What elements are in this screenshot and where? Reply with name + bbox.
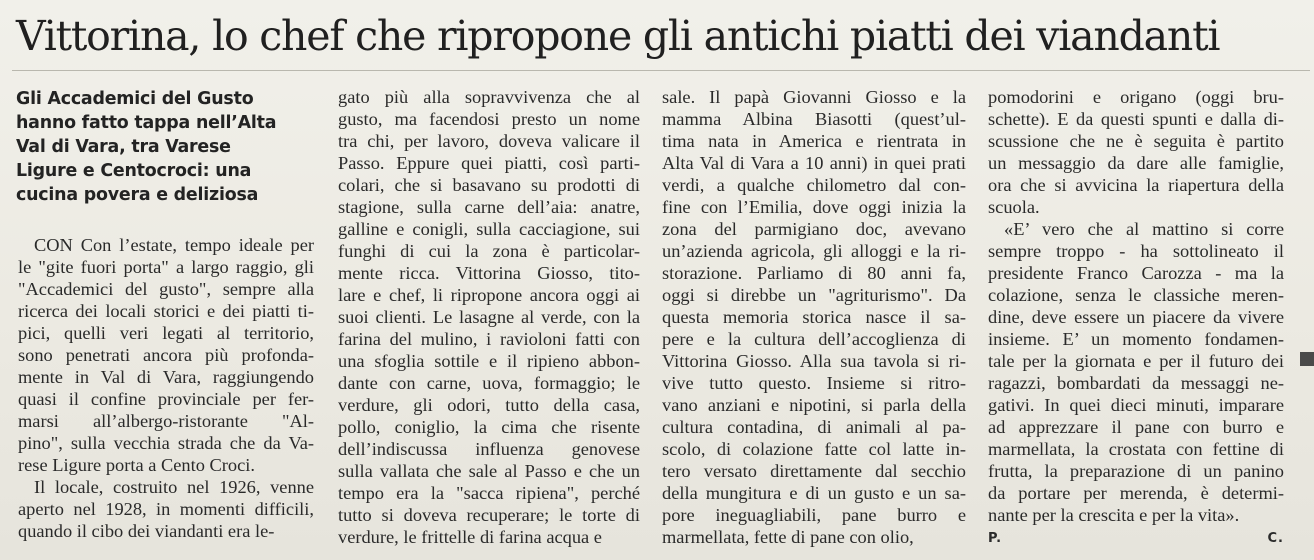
text-line: verdure, gli odori, tutto della casa, bbox=[338, 395, 640, 415]
text-line: storazione. Parliamo di 80 anni fa, bbox=[662, 263, 966, 283]
subheadline-line: Ligure e Centocroci: una bbox=[16, 161, 252, 181]
text-line: rese Ligure porta a Cento Croci. bbox=[18, 455, 255, 475]
text-line: ricerca dei locali storici e dei piatti ti- bbox=[18, 301, 314, 321]
text-line: gusto, ma facendosi presto un nome bbox=[338, 109, 640, 129]
text-line: farina del mulino, i raviolonі fatti con bbox=[338, 329, 640, 349]
article-column-2 bbox=[338, 86, 640, 548]
text-line: pici, quelli veri legati al territorio, bbox=[18, 323, 314, 343]
article-headline: Vittorina, lo chef che ripropone gli antichi piatti dei viandanti bbox=[16, 12, 1220, 60]
text-line: mente in Val di Vara, raggiungendo bbox=[18, 367, 314, 387]
text-line: le "gite fuori porta" a largo raggio, gli bbox=[18, 257, 314, 277]
text-line: aperto nel 1928, in momenti difficili, bbox=[18, 499, 314, 519]
text-line: CON Con l’estate, tempo ideale per bbox=[34, 235, 314, 255]
text-line: dell’indiscussa influenza genovese bbox=[338, 439, 640, 459]
page-edge-marker bbox=[1300, 352, 1314, 366]
text-line: dine, deve essere un piacere da vivere bbox=[988, 307, 1284, 327]
text-line: tima nata in America e rientrata in bbox=[662, 131, 966, 151]
text-line: suoi clienti. Le lasagne al verde, con la bbox=[338, 307, 640, 327]
text-line: gato più alla sopravvivenza che al bbox=[338, 87, 640, 107]
text-line: ad apprezzare il pane con burro e bbox=[988, 417, 1284, 437]
text-line: sulla vallata che sale al Passo e che un bbox=[338, 461, 640, 481]
text-line: questa memoria storica nasce il sa- bbox=[662, 307, 966, 327]
text-line: verdi, a qualche chilometro dal con- bbox=[662, 175, 966, 195]
text-line: pino", sulla vecchia strada che da Va- bbox=[18, 433, 314, 453]
subheadline-line: Gli Accademici del Gusto bbox=[16, 89, 254, 109]
text-line: da portare per merenda, è determi- bbox=[988, 483, 1284, 503]
text-line: stagione, sulla carne dell’aia: anatre, bbox=[338, 197, 640, 217]
text-line: «E’ vero che al mattino si corre bbox=[1004, 219, 1284, 239]
text-line: insieme. E’ un momento fondamen- bbox=[988, 329, 1284, 349]
text-line: dante con carne, uova, formaggio; le bbox=[338, 373, 640, 393]
text-line: funghi di cui la zona è particolar- bbox=[338, 241, 640, 261]
text-line: scolo, di colazione fatte col latte in- bbox=[662, 439, 966, 459]
article-column-1 bbox=[18, 234, 314, 542]
text-line: nante per la crescita e per la vita». bbox=[988, 505, 1240, 525]
text-line: una sfoglia sottile e il ripieno abbon- bbox=[338, 351, 640, 371]
text-line: tra chi, per lavoro, doveva valicare il bbox=[338, 131, 640, 151]
text-line: mente ricca. Vittorina Giosso, tito- bbox=[338, 263, 640, 283]
subheadline-line: hanno fatto tappa nell’Alta bbox=[16, 113, 277, 133]
text-line: un messaggio da dare alle famiglie, bbox=[988, 153, 1284, 173]
text-line: frutta, la preparazione di un panino bbox=[988, 461, 1284, 481]
text-line: ora che si avvicina la riapertura della bbox=[988, 175, 1284, 195]
text-line: marmellata, fette di pane con olio, bbox=[662, 527, 914, 547]
text-line: presidente Franco Carozza - ma la bbox=[988, 263, 1284, 283]
text-line: pore ineguagliabili, pane burro e bbox=[662, 505, 966, 525]
text-line: ragazzi, bombardati da messaggi ne- bbox=[988, 373, 1284, 393]
text-line: colari, che si basavano su prodotti di bbox=[338, 175, 640, 195]
text-line: galline e conigli, sulla cacciagione, sui bbox=[338, 219, 640, 239]
text-line: sale. Il papà Giovanni Giosso e la bbox=[662, 87, 966, 107]
article-column-3 bbox=[662, 86, 966, 548]
text-line: oggi si direbbe un "agriturismo". Da bbox=[662, 285, 966, 305]
text-line: marmellata, la crostata con fettine di bbox=[988, 439, 1284, 459]
text-line: "Accademici del gusto", sempre alla bbox=[18, 279, 314, 299]
text-line: quasi il confine provinciale per fer- bbox=[18, 389, 314, 409]
text-line: pere e la cultura dell’accoglienza di bbox=[662, 329, 966, 349]
headline-divider bbox=[12, 70, 1310, 71]
text-line: Vittorina Giosso. Alla sua tavola si ri- bbox=[662, 351, 966, 371]
text-line: verdure, le frittelle di farina acqua e bbox=[338, 527, 602, 547]
text-line: scuola. bbox=[988, 197, 1040, 217]
text-line: tutto si doveva recuperare; le torte di bbox=[338, 505, 640, 525]
text-line: Passo. Eppure quei piatti, così parti- bbox=[338, 153, 640, 173]
text-line: zona del parmigiano doc, avevano bbox=[662, 219, 966, 239]
text-line: pomodorini e origano (oggi bru- bbox=[988, 87, 1284, 107]
subheadline-line: cucina povera e deliziosa bbox=[16, 185, 259, 205]
article-column-4 bbox=[988, 86, 1284, 550]
text-line: gativi. In quei dieci minuti, imparare bbox=[988, 395, 1284, 415]
subheadline-line: Val di Vara, tra Varese bbox=[16, 137, 231, 157]
text-line: tempo era la "sacca ripiena", perché bbox=[338, 483, 640, 503]
text-line: tale per la giornata e per il futuro dei bbox=[988, 351, 1284, 371]
text-line: sono penetrati ancora più profonda- bbox=[18, 345, 314, 365]
text-line: pollo, coniglio, la cima che risente bbox=[338, 417, 640, 437]
text-line: Il locale, costruito nel 1926, venne bbox=[34, 477, 314, 497]
text-line: vive tutto questo. Insieme si ritro- bbox=[662, 373, 966, 393]
text-line: mamma Albina Biasotti (quest’ul- bbox=[662, 109, 966, 129]
text-line: tero versato direttamente dal secchio bbox=[662, 461, 966, 481]
text-line: della mungitura e di un gusto e un sa- bbox=[662, 483, 966, 503]
text-line: colazione, senza le classiche meren- bbox=[988, 285, 1284, 305]
text-line: cultura contadina, di animali al pa- bbox=[662, 417, 966, 437]
text-line: marsi all’albergo-ristorante "Al- bbox=[18, 411, 314, 431]
author-signature: P. C. bbox=[988, 531, 1284, 546]
text-line: sempre troppo - ha sottolineato il bbox=[988, 241, 1284, 261]
text-line: lare e chef, li ripropone ancora oggi ai bbox=[338, 285, 640, 305]
text-line: vano anziani e nipotini, si parla della bbox=[662, 395, 966, 415]
text-line: Alta Val di Vara a 10 anni) in quei prati bbox=[662, 153, 966, 173]
text-line: quando il cibo dei viandanti era le- bbox=[18, 521, 275, 541]
article-subheadline bbox=[16, 87, 308, 207]
text-line: un’azienda agricola, gli alloggi e la ri- bbox=[662, 241, 966, 261]
text-line: scussione che ne è seguita è partito bbox=[988, 131, 1284, 151]
text-line: schette). E da questi spunti e dalla di- bbox=[988, 109, 1284, 129]
text-line: fine con l’Emilia, dove oggi inizia la bbox=[662, 197, 966, 217]
